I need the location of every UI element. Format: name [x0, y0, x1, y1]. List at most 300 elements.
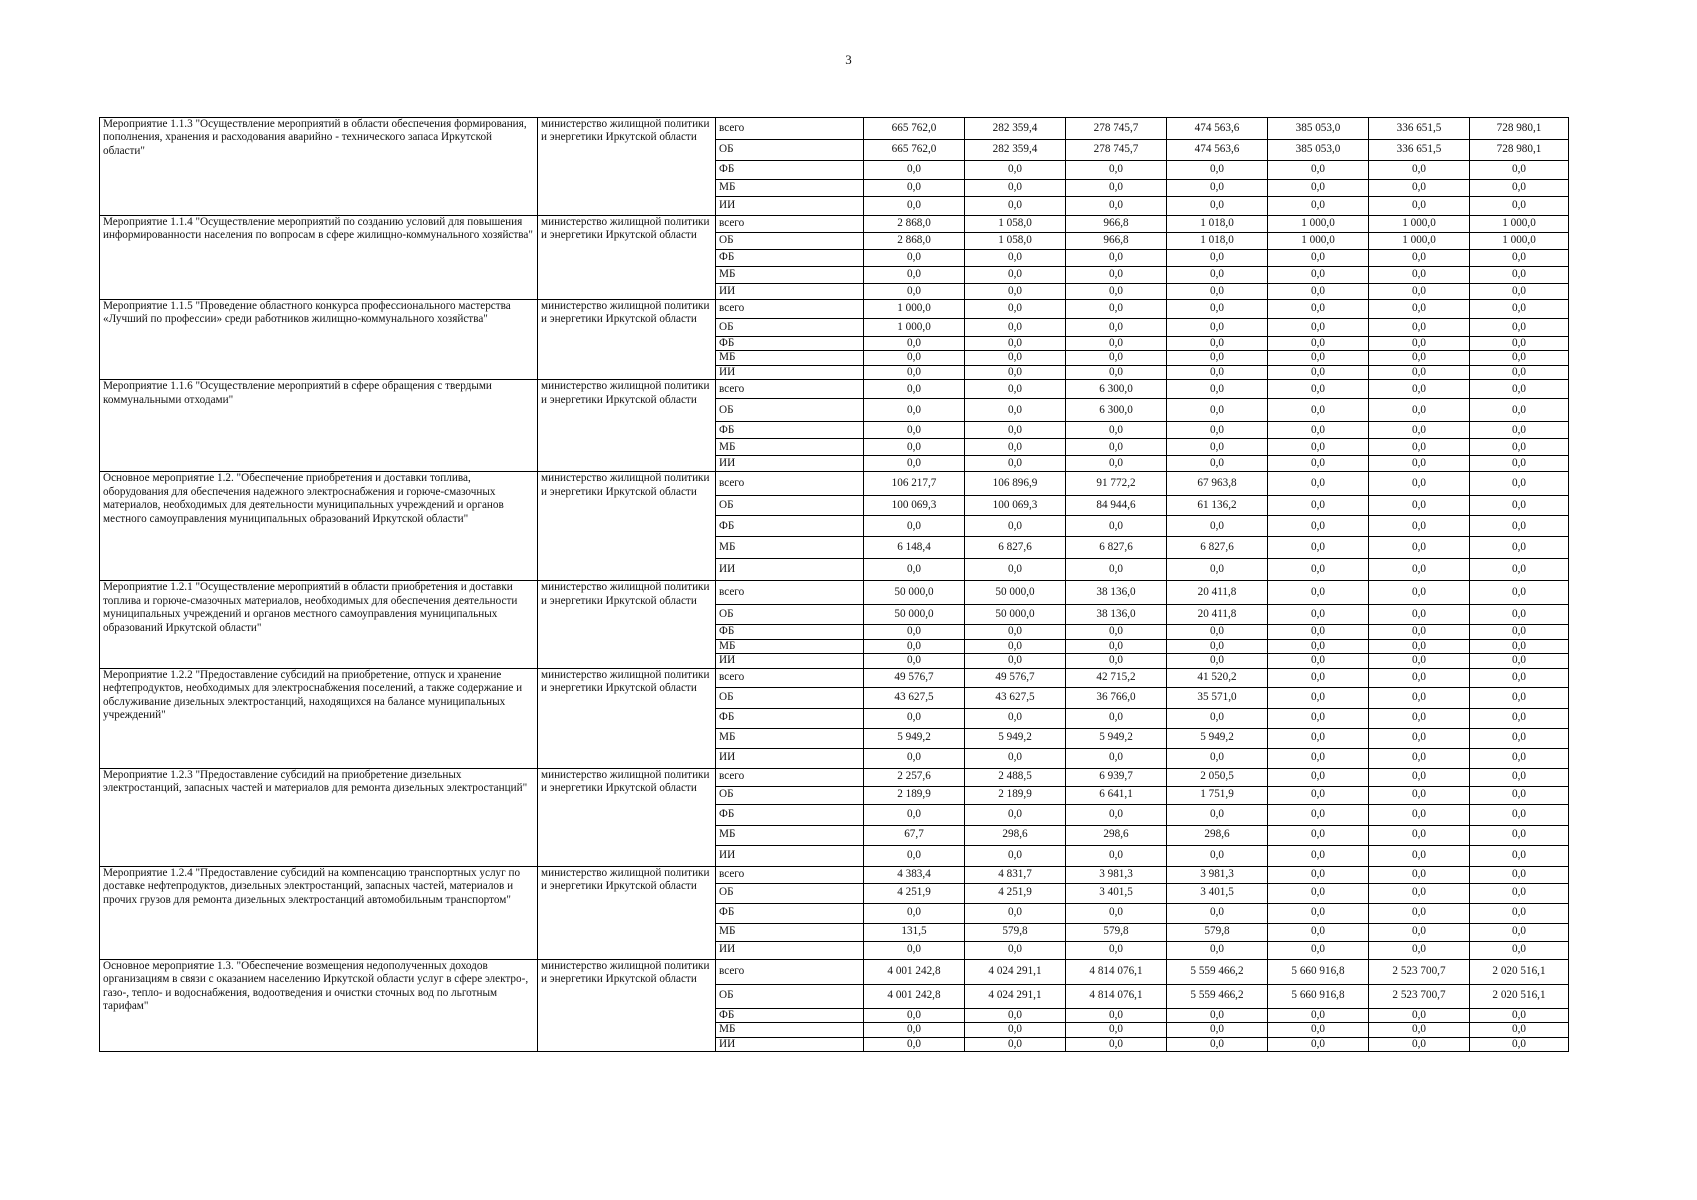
value-cell: 0,0 [1066, 456, 1167, 472]
value-cell: 0,0 [965, 941, 1066, 959]
executor-cell: министерство жилищной политики и энергетики Иркутской области [538, 581, 716, 668]
value-cell: 0,0 [965, 439, 1066, 456]
value-cell: 0,0 [1167, 804, 1268, 825]
value-cell: 1 000,0 [1369, 233, 1470, 250]
value-cell: 0,0 [965, 1023, 1066, 1037]
value-cell: 0,0 [1369, 804, 1470, 825]
value-cell: 0,0 [1470, 708, 1569, 728]
activity-description: Основное мероприятие 1.3. "Обеспечение возмещения недополученных доходов организациям в связи с оказанием населению Иркутской области услуг в сфере электро-, газо-, тепло- и водоснабжения, водоотведения и очистки сточных вод по льготным тарифам" [100, 959, 538, 1051]
value-cell: 0,0 [965, 319, 1066, 337]
value-cell: 2 523 700,7 [1369, 959, 1470, 984]
value-cell: 0,0 [1268, 161, 1369, 180]
funding-source-cell: всего [716, 581, 864, 605]
value-cell: 0,0 [1470, 422, 1569, 439]
value-cell: 0,0 [1369, 1037, 1470, 1051]
value-cell: 0,0 [864, 456, 965, 472]
executor-cell: министерство жилищной политики и энергетики Иркутской области [538, 118, 716, 216]
value-cell: 0,0 [864, 625, 965, 639]
value-cell: 106 896,9 [965, 472, 1066, 496]
table-row [100, 300, 1569, 319]
funding-source-cell: МБ [716, 267, 864, 284]
value-cell: 0,0 [1167, 267, 1268, 284]
value-cell: 0,0 [1369, 337, 1470, 351]
value-cell: 5 660 916,8 [1268, 984, 1369, 1008]
value-cell: 49 576,7 [864, 668, 965, 687]
funding-source-cell: ИИ [716, 559, 864, 581]
value-cell: 0,0 [1369, 456, 1470, 472]
funding-source-cell: ФБ [716, 804, 864, 825]
value-cell: 0,0 [1066, 351, 1167, 365]
value-cell: 0,0 [1369, 161, 1470, 180]
activity-description: Мероприятие 1.1.4 "Осуществление мероприятий по созданию условий для повышения информированности населения по вопросам в сфере жилищно-коммунального хозяйства" [100, 216, 538, 300]
funding-source-cell: ОБ [716, 786, 864, 804]
value-cell: 0,0 [1167, 708, 1268, 728]
value-cell: 61 136,2 [1167, 496, 1268, 516]
value-cell: 474 563,6 [1167, 118, 1268, 140]
value-cell: 0,0 [1470, 866, 1569, 883]
value-cell: 36 766,0 [1066, 687, 1167, 708]
value-cell: 0,0 [1268, 845, 1369, 866]
value-cell: 2 189,9 [965, 786, 1066, 804]
value-cell: 0,0 [864, 250, 965, 267]
value-cell: 5 559 466,2 [1167, 984, 1268, 1008]
funding-source-cell: ОБ [716, 319, 864, 337]
table-row [100, 866, 1569, 883]
value-cell: 0,0 [1268, 866, 1369, 883]
value-cell: 0,0 [1268, 1023, 1369, 1037]
value-cell: 0,0 [864, 845, 965, 866]
activity-description: Мероприятие 1.1.5 "Проведение областного конкурса профессионального мастерства «Лучший по профессии» среди работников жилищно-коммунального хозяйства" [100, 300, 538, 380]
value-cell: 0,0 [965, 422, 1066, 439]
value-cell: 665 762,0 [864, 118, 965, 140]
value-cell: 0,0 [864, 365, 965, 379]
value-cell: 0,0 [1268, 768, 1369, 786]
funding-source-cell: ИИ [716, 845, 864, 866]
value-cell: 0,0 [1369, 708, 1470, 728]
funding-source-cell: всего [716, 216, 864, 233]
value-cell: 0,0 [1369, 380, 1470, 399]
executor-cell: министерство жилищной политики и энергетики Иркутской области [538, 668, 716, 768]
value-cell: 0,0 [864, 654, 965, 668]
value-cell: 0,0 [1167, 941, 1268, 959]
value-cell: 4 024 291,1 [965, 984, 1066, 1008]
funding-source-cell: МБ [716, 537, 864, 559]
value-cell: 0,0 [1268, 941, 1369, 959]
value-cell: 0,0 [1268, 786, 1369, 804]
value-cell: 0,0 [1066, 941, 1167, 959]
value-cell: 0,0 [1167, 197, 1268, 216]
value-cell: 0,0 [864, 267, 965, 284]
value-cell: 0,0 [1066, 516, 1167, 537]
activity-description: Мероприятие 1.1.3 "Осуществление мероприятий в области обеспечения формирования, пополнения, хранения и расходования аварийно - технического запаса Иркутской области" [100, 118, 538, 216]
value-cell: 0,0 [1066, 1008, 1167, 1022]
value-cell: 0,0 [1167, 300, 1268, 319]
value-cell: 0,0 [864, 639, 965, 653]
value-cell: 0,0 [965, 197, 1066, 216]
value-cell: 131,5 [864, 923, 965, 941]
value-cell: 38 136,0 [1066, 605, 1167, 625]
value-cell: 0,0 [864, 351, 965, 365]
value-cell: 0,0 [1268, 399, 1369, 422]
funding-source-cell: ОБ [716, 399, 864, 422]
value-cell: 0,0 [965, 351, 1066, 365]
value-cell: 0,0 [1470, 581, 1569, 605]
value-cell: 0,0 [1167, 365, 1268, 379]
value-cell: 0,0 [965, 748, 1066, 768]
funding-source-cell: ФБ [716, 625, 864, 639]
value-cell: 0,0 [864, 161, 965, 180]
value-cell: 0,0 [1268, 250, 1369, 267]
value-cell: 0,0 [1369, 668, 1470, 687]
value-cell: 0,0 [1167, 1037, 1268, 1051]
value-cell: 6 148,4 [864, 537, 965, 559]
value-cell: 49 576,7 [965, 668, 1066, 687]
value-cell: 0,0 [1470, 941, 1569, 959]
value-cell: 0,0 [965, 267, 1066, 284]
value-cell: 0,0 [1369, 768, 1470, 786]
value-cell: 67 963,8 [1167, 472, 1268, 496]
value-cell: 0,0 [1369, 180, 1470, 197]
value-cell: 0,0 [965, 654, 1066, 668]
value-cell: 0,0 [1369, 654, 1470, 668]
value-cell: 385 053,0 [1268, 140, 1369, 161]
funding-source-cell: всего [716, 380, 864, 399]
value-cell: 665 762,0 [864, 140, 965, 161]
value-cell: 0,0 [1066, 748, 1167, 768]
value-cell: 0,0 [1369, 197, 1470, 216]
funding-source-cell: ИИ [716, 456, 864, 472]
value-cell: 0,0 [1369, 845, 1470, 866]
value-cell: 20 411,8 [1167, 581, 1268, 605]
value-cell: 0,0 [1268, 883, 1369, 903]
table-row [100, 216, 1569, 233]
value-cell: 579,8 [965, 923, 1066, 941]
value-cell: 0,0 [1268, 472, 1369, 496]
value-cell: 0,0 [965, 380, 1066, 399]
activity-description: Мероприятие 1.2.1 "Осуществление мероприятий в области приобретения и доставки топлива и горюче-смазочных материалов, необходимых для обеспечения деятельности муниципальных учреждений и органов местного самоуправления муниципальных образований Иркутской области" [100, 581, 538, 668]
value-cell: 1 000,0 [1369, 216, 1470, 233]
value-cell: 0,0 [1268, 654, 1369, 668]
value-cell: 0,0 [1470, 728, 1569, 748]
value-cell: 3 981,3 [1167, 866, 1268, 883]
funding-source-cell: всего [716, 472, 864, 496]
value-cell: 0,0 [1369, 687, 1470, 708]
value-cell: 0,0 [965, 365, 1066, 379]
value-cell: 0,0 [1470, 439, 1569, 456]
value-cell: 0,0 [1369, 516, 1470, 537]
value-cell: 0,0 [1167, 748, 1268, 768]
value-cell: 0,0 [1470, 903, 1569, 923]
funding-source-cell: МБ [716, 439, 864, 456]
value-cell: 0,0 [1470, 351, 1569, 365]
value-cell: 0,0 [1268, 625, 1369, 639]
value-cell: 0,0 [864, 804, 965, 825]
funding-source-cell: МБ [716, 639, 864, 653]
value-cell: 0,0 [965, 708, 1066, 728]
value-cell: 0,0 [864, 1008, 965, 1022]
value-cell: 0,0 [1470, 1037, 1569, 1051]
value-cell: 0,0 [965, 559, 1066, 581]
value-cell: 100 069,3 [965, 496, 1066, 516]
value-cell: 474 563,6 [1167, 140, 1268, 161]
value-cell: 0,0 [1066, 845, 1167, 866]
funding-source-cell: ОБ [716, 140, 864, 161]
value-cell: 6 300,0 [1066, 380, 1167, 399]
value-cell: 0,0 [965, 903, 1066, 923]
value-cell: 728 980,1 [1470, 140, 1569, 161]
value-cell: 0,0 [1268, 537, 1369, 559]
table-row [100, 668, 1569, 687]
value-cell: 0,0 [864, 903, 965, 923]
value-cell: 4 251,9 [965, 883, 1066, 903]
budget-table [99, 117, 1569, 1052]
value-cell: 0,0 [1268, 825, 1369, 845]
value-cell: 966,8 [1066, 233, 1167, 250]
value-cell: 0,0 [1268, 337, 1369, 351]
value-cell: 1 751,9 [1167, 786, 1268, 804]
value-cell: 0,0 [1066, 708, 1167, 728]
page-number: 3 [845, 52, 852, 67]
value-cell: 0,0 [1167, 1023, 1268, 1037]
value-cell: 0,0 [1369, 537, 1470, 559]
value-cell: 100 069,3 [864, 496, 965, 516]
funding-source-cell: МБ [716, 351, 864, 365]
value-cell: 0,0 [965, 180, 1066, 197]
value-cell: 0,0 [1470, 639, 1569, 653]
value-cell: 0,0 [1268, 351, 1369, 365]
value-cell: 4 814 076,1 [1066, 959, 1167, 984]
executor-cell: министерство жилищной политики и энергетики Иркутской области [538, 959, 716, 1051]
value-cell: 0,0 [965, 284, 1066, 300]
value-cell: 0,0 [1066, 300, 1167, 319]
value-cell: 0,0 [1066, 365, 1167, 379]
value-cell: 4 001 242,8 [864, 984, 965, 1008]
value-cell: 0,0 [1167, 337, 1268, 351]
value-cell: 0,0 [1470, 786, 1569, 804]
value-cell: 0,0 [1369, 883, 1470, 903]
funding-source-cell: ФБ [716, 250, 864, 267]
value-cell: 0,0 [965, 804, 1066, 825]
funding-source-cell: ФБ [716, 1008, 864, 1022]
value-cell: 3 401,5 [1167, 883, 1268, 903]
value-cell: 4 383,4 [864, 866, 965, 883]
value-cell: 0,0 [1268, 319, 1369, 337]
value-cell: 0,0 [1268, 197, 1369, 216]
value-cell: 278 745,7 [1066, 118, 1167, 140]
value-cell: 6 641,1 [1066, 786, 1167, 804]
value-cell: 0,0 [965, 1037, 1066, 1051]
value-cell: 2 020 516,1 [1470, 984, 1569, 1008]
value-cell: 0,0 [1369, 319, 1470, 337]
funding-source-cell: ФБ [716, 422, 864, 439]
value-cell: 0,0 [1369, 559, 1470, 581]
funding-source-cell: ИИ [716, 748, 864, 768]
value-cell: 1 018,0 [1167, 233, 1268, 250]
value-cell: 4 831,7 [965, 866, 1066, 883]
funding-source-cell: МБ [716, 1023, 864, 1037]
value-cell: 5 949,2 [1167, 728, 1268, 748]
budget-table-body [100, 118, 1569, 1052]
value-cell: 50 000,0 [864, 605, 965, 625]
value-cell: 0,0 [965, 250, 1066, 267]
value-cell: 0,0 [1066, 559, 1167, 581]
value-cell: 0,0 [1066, 337, 1167, 351]
value-cell: 6 300,0 [1066, 399, 1167, 422]
value-cell: 0,0 [1268, 605, 1369, 625]
value-cell: 0,0 [1268, 422, 1369, 439]
value-cell: 84 944,6 [1066, 496, 1167, 516]
executor-cell: министерство жилищной политики и энергетики Иркутской области [538, 866, 716, 959]
value-cell: 5 949,2 [965, 728, 1066, 748]
value-cell: 0,0 [1470, 1008, 1569, 1022]
value-cell: 0,0 [1470, 300, 1569, 319]
value-cell: 0,0 [1066, 1037, 1167, 1051]
value-cell: 0,0 [1268, 687, 1369, 708]
table-row [100, 581, 1569, 605]
value-cell: 0,0 [1369, 496, 1470, 516]
value-cell: 2 868,0 [864, 216, 965, 233]
value-cell: 0,0 [1470, 537, 1569, 559]
value-cell: 0,0 [1268, 496, 1369, 516]
value-cell: 0,0 [1470, 180, 1569, 197]
value-cell: 0,0 [1167, 456, 1268, 472]
value-cell: 2 020 516,1 [1470, 959, 1569, 984]
value-cell: 0,0 [1369, 1023, 1470, 1037]
value-cell: 0,0 [1369, 300, 1470, 319]
funding-source-cell: МБ [716, 923, 864, 941]
value-cell: 385 053,0 [1268, 118, 1369, 140]
value-cell: 6 827,6 [1066, 537, 1167, 559]
value-cell: 0,0 [1268, 708, 1369, 728]
value-cell: 0,0 [1066, 625, 1167, 639]
value-cell: 0,0 [864, 1037, 965, 1051]
value-cell: 0,0 [1066, 903, 1167, 923]
value-cell: 0,0 [1369, 748, 1470, 768]
value-cell: 0,0 [864, 380, 965, 399]
funding-source-cell: ИИ [716, 284, 864, 300]
value-cell: 3 401,5 [1066, 883, 1167, 903]
value-cell: 5 949,2 [1066, 728, 1167, 748]
value-cell: 1 000,0 [864, 319, 965, 337]
value-cell: 0,0 [1066, 422, 1167, 439]
table-row [100, 472, 1569, 496]
funding-source-cell: ФБ [716, 708, 864, 728]
value-cell: 0,0 [864, 337, 965, 351]
funding-source-cell: всего [716, 768, 864, 786]
value-cell: 0,0 [1268, 180, 1369, 197]
value-cell: 0,0 [1167, 516, 1268, 537]
value-cell: 0,0 [965, 845, 1066, 866]
value-cell: 5 559 466,2 [1167, 959, 1268, 984]
value-cell: 91 772,2 [1066, 472, 1167, 496]
table-row [100, 380, 1569, 399]
value-cell: 0,0 [1369, 439, 1470, 456]
funding-source-cell: ИИ [716, 1037, 864, 1051]
value-cell: 2 257,6 [864, 768, 965, 786]
activity-description: Основное мероприятие 1.2. "Обеспечение приобретения и доставки топлива, оборудования для обеспечения надежного электроснабжения и горюче-смазочных материалов, необходимых для деятельности муниципальных учреждений и органов местного самоуправления муниципальных образований Иркутской области" [100, 472, 538, 581]
value-cell: 0,0 [1268, 559, 1369, 581]
value-cell: 282 359,4 [965, 118, 1066, 140]
value-cell: 298,6 [1167, 825, 1268, 845]
executor-cell: министерство жилищной политики и энергетики Иркутской области [538, 380, 716, 472]
value-cell: 0,0 [1369, 365, 1470, 379]
funding-source-cell: ОБ [716, 984, 864, 1008]
value-cell: 0,0 [1470, 654, 1569, 668]
value-cell: 0,0 [1066, 439, 1167, 456]
funding-source-cell: ИИ [716, 365, 864, 379]
value-cell: 0,0 [864, 708, 965, 728]
value-cell: 0,0 [1167, 380, 1268, 399]
value-cell: 0,0 [1066, 639, 1167, 653]
value-cell: 43 627,5 [864, 687, 965, 708]
value-cell: 3 981,3 [1066, 866, 1167, 883]
value-cell: 0,0 [1470, 668, 1569, 687]
funding-source-cell: всего [716, 668, 864, 687]
funding-source-cell: ФБ [716, 903, 864, 923]
value-cell: 0,0 [1268, 365, 1369, 379]
value-cell: 6 827,6 [965, 537, 1066, 559]
value-cell: 0,0 [1470, 161, 1569, 180]
funding-source-cell: ФБ [716, 516, 864, 537]
value-cell: 0,0 [1470, 804, 1569, 825]
value-cell: 0,0 [1470, 456, 1569, 472]
value-cell: 0,0 [864, 516, 965, 537]
value-cell: 2 050,5 [1167, 768, 1268, 786]
value-cell: 0,0 [1369, 581, 1470, 605]
value-cell: 1 018,0 [1167, 216, 1268, 233]
value-cell: 0,0 [1369, 1008, 1470, 1022]
value-cell: 0,0 [1066, 161, 1167, 180]
funding-source-cell: ОБ [716, 605, 864, 625]
value-cell: 4 251,9 [864, 883, 965, 903]
funding-source-cell: ФБ [716, 161, 864, 180]
value-cell: 35 571,0 [1167, 687, 1268, 708]
value-cell: 43 627,5 [965, 687, 1066, 708]
value-cell: 0,0 [965, 399, 1066, 422]
value-cell: 0,0 [1470, 825, 1569, 845]
value-cell: 0,0 [1167, 845, 1268, 866]
value-cell: 0,0 [1470, 883, 1569, 903]
executor-cell: министерство жилищной политики и энергетики Иркутской области [538, 216, 716, 300]
value-cell: 0,0 [1167, 654, 1268, 668]
value-cell: 0,0 [1268, 1008, 1369, 1022]
value-cell: 282 359,4 [965, 140, 1066, 161]
value-cell: 0,0 [1167, 351, 1268, 365]
value-cell: 1 000,0 [1268, 216, 1369, 233]
value-cell: 50 000,0 [965, 605, 1066, 625]
value-cell: 0,0 [1167, 1008, 1268, 1022]
executor-cell: министерство жилищной политики и энергетики Иркутской области [538, 472, 716, 581]
value-cell: 0,0 [1369, 903, 1470, 923]
value-cell: 6 939,7 [1066, 768, 1167, 786]
value-cell: 0,0 [1268, 639, 1369, 653]
value-cell: 0,0 [965, 161, 1066, 180]
value-cell: 0,0 [1470, 337, 1569, 351]
value-cell: 0,0 [1470, 365, 1569, 379]
funding-source-cell: всего [716, 866, 864, 883]
funding-source-cell: ОБ [716, 233, 864, 250]
value-cell: 0,0 [1369, 399, 1470, 422]
activity-description: Мероприятие 1.2.4 "Предоставление субсидий на компенсацию транспортных услуг по доставке нефтепродуктов, дизельных электростанций, запасных частей, материалов и прочих грузов для ремонта дизельных электростанций автомобильным транспортом" [100, 866, 538, 959]
value-cell: 0,0 [1167, 180, 1268, 197]
value-cell: 1 000,0 [864, 300, 965, 319]
value-cell: 336 651,5 [1369, 118, 1470, 140]
value-cell: 0,0 [864, 197, 965, 216]
value-cell: 0,0 [1470, 687, 1569, 708]
funding-source-cell: МБ [716, 825, 864, 845]
value-cell: 0,0 [1470, 748, 1569, 768]
value-cell: 0,0 [1268, 748, 1369, 768]
